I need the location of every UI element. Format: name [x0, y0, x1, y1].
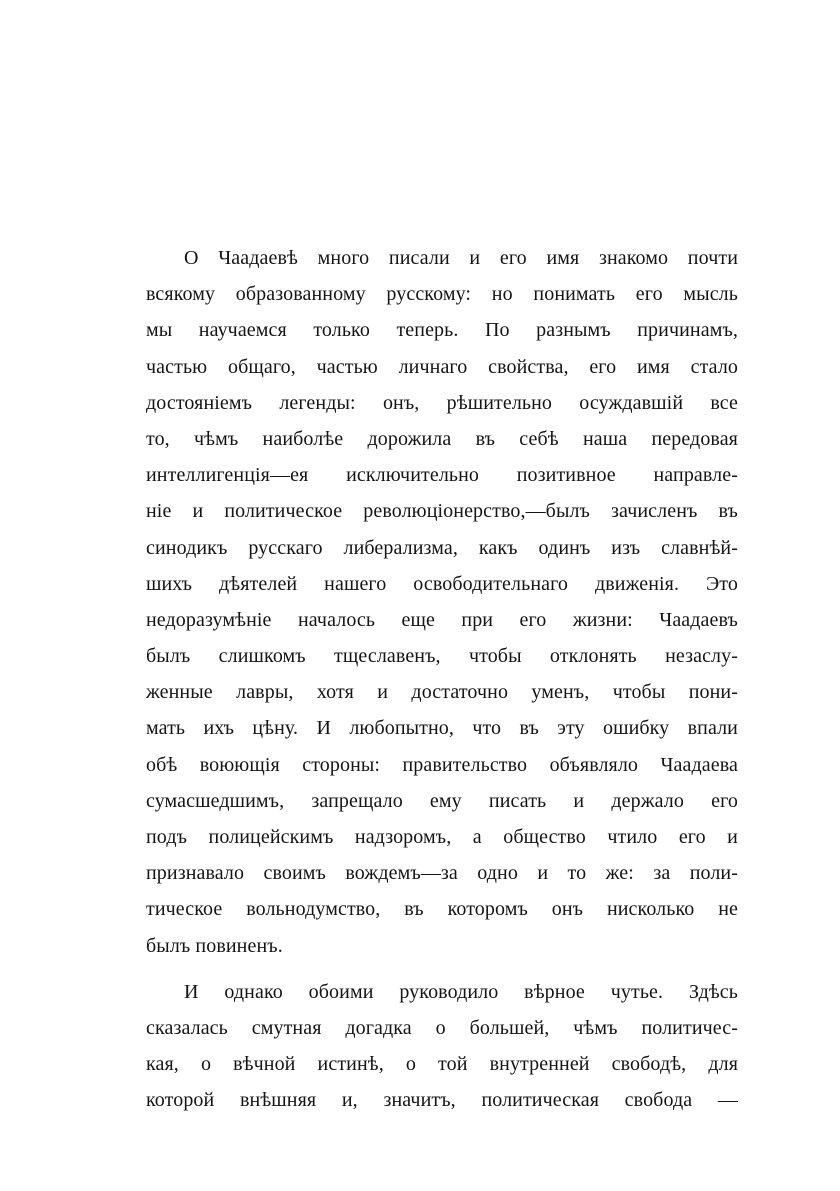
- text-line: достояніемъ легенды: онъ, рѣшительно осуждавшій все: [146, 391, 738, 414]
- text-line: О Чаадаевѣ много писали и его имя знакомо почти: [184, 247, 738, 269]
- text-line: И однако обоими руководило вѣрное чутье. Здѣсь: [184, 980, 738, 1003]
- text-line: кая, о вѣчной истинѣ, о той внутренней свободѣ, для: [146, 1053, 738, 1076]
- text-line: мы научаемся только теперь. По разнымъ причинамъ,: [146, 319, 738, 342]
- text-line: тическое вольнодумство, въ которомъ онъ нисколько не: [146, 898, 738, 921]
- text-line: подъ полицейскимъ надзоромъ, а общество чтило его и: [146, 826, 738, 848]
- text-line: всякому образованному русскому: но понимать его мысль: [146, 283, 738, 306]
- text-line: то, чѣмъ наиболѣе дорожила въ себѣ наша передовая: [146, 427, 738, 450]
- text-line: шихъ дѣятелей нашего освободительнаго движенія. Это: [146, 572, 738, 595]
- text-line: женные лавры, хотя и достаточно уменъ, чтобы пони-: [146, 681, 738, 704]
- text-line: интеллигенція—ея исключительно позитивное направле-: [146, 464, 738, 487]
- body-text: [146, 240, 738, 1119]
- text-line: которой внѣшняя и, значитъ, политическая свобода —: [146, 1089, 738, 1112]
- text-line: частью общаго, частью личнаго свойства, его имя стало: [146, 355, 738, 378]
- text-line: сказалась смутная догадка о большей, чѣмъ политичес-: [146, 1016, 738, 1039]
- paragraph-1: [146, 240, 738, 964]
- text-line: признавало своимъ вождемъ—за одно и то же: за поли-: [146, 862, 738, 885]
- text-line: ніе и политическое революціонерство,—былъ зачисленъ въ: [146, 500, 738, 523]
- text-line: синодикъ русскаго либерализма, какъ одинъ изъ славнѣй-: [146, 536, 738, 559]
- paragraph-2: [146, 974, 738, 1119]
- text-line: сумасшедшимъ, запрещало ему писать и держало его: [146, 789, 738, 812]
- text-line: мать ихъ цѣну. И любопытно, что въ эту ошибку впали: [146, 717, 738, 740]
- text-line: недоразумѣніе началось еще при его жизни: Чаадаевъ: [146, 608, 738, 631]
- text-line: обѣ воюющія стороны: правительство объявляло Чаадаева: [146, 753, 738, 776]
- text-line: былъ слишкомъ тщеславенъ, чтобы отклонять незаслу-: [146, 645, 738, 668]
- text-line: былъ повиненъ.: [146, 934, 283, 957]
